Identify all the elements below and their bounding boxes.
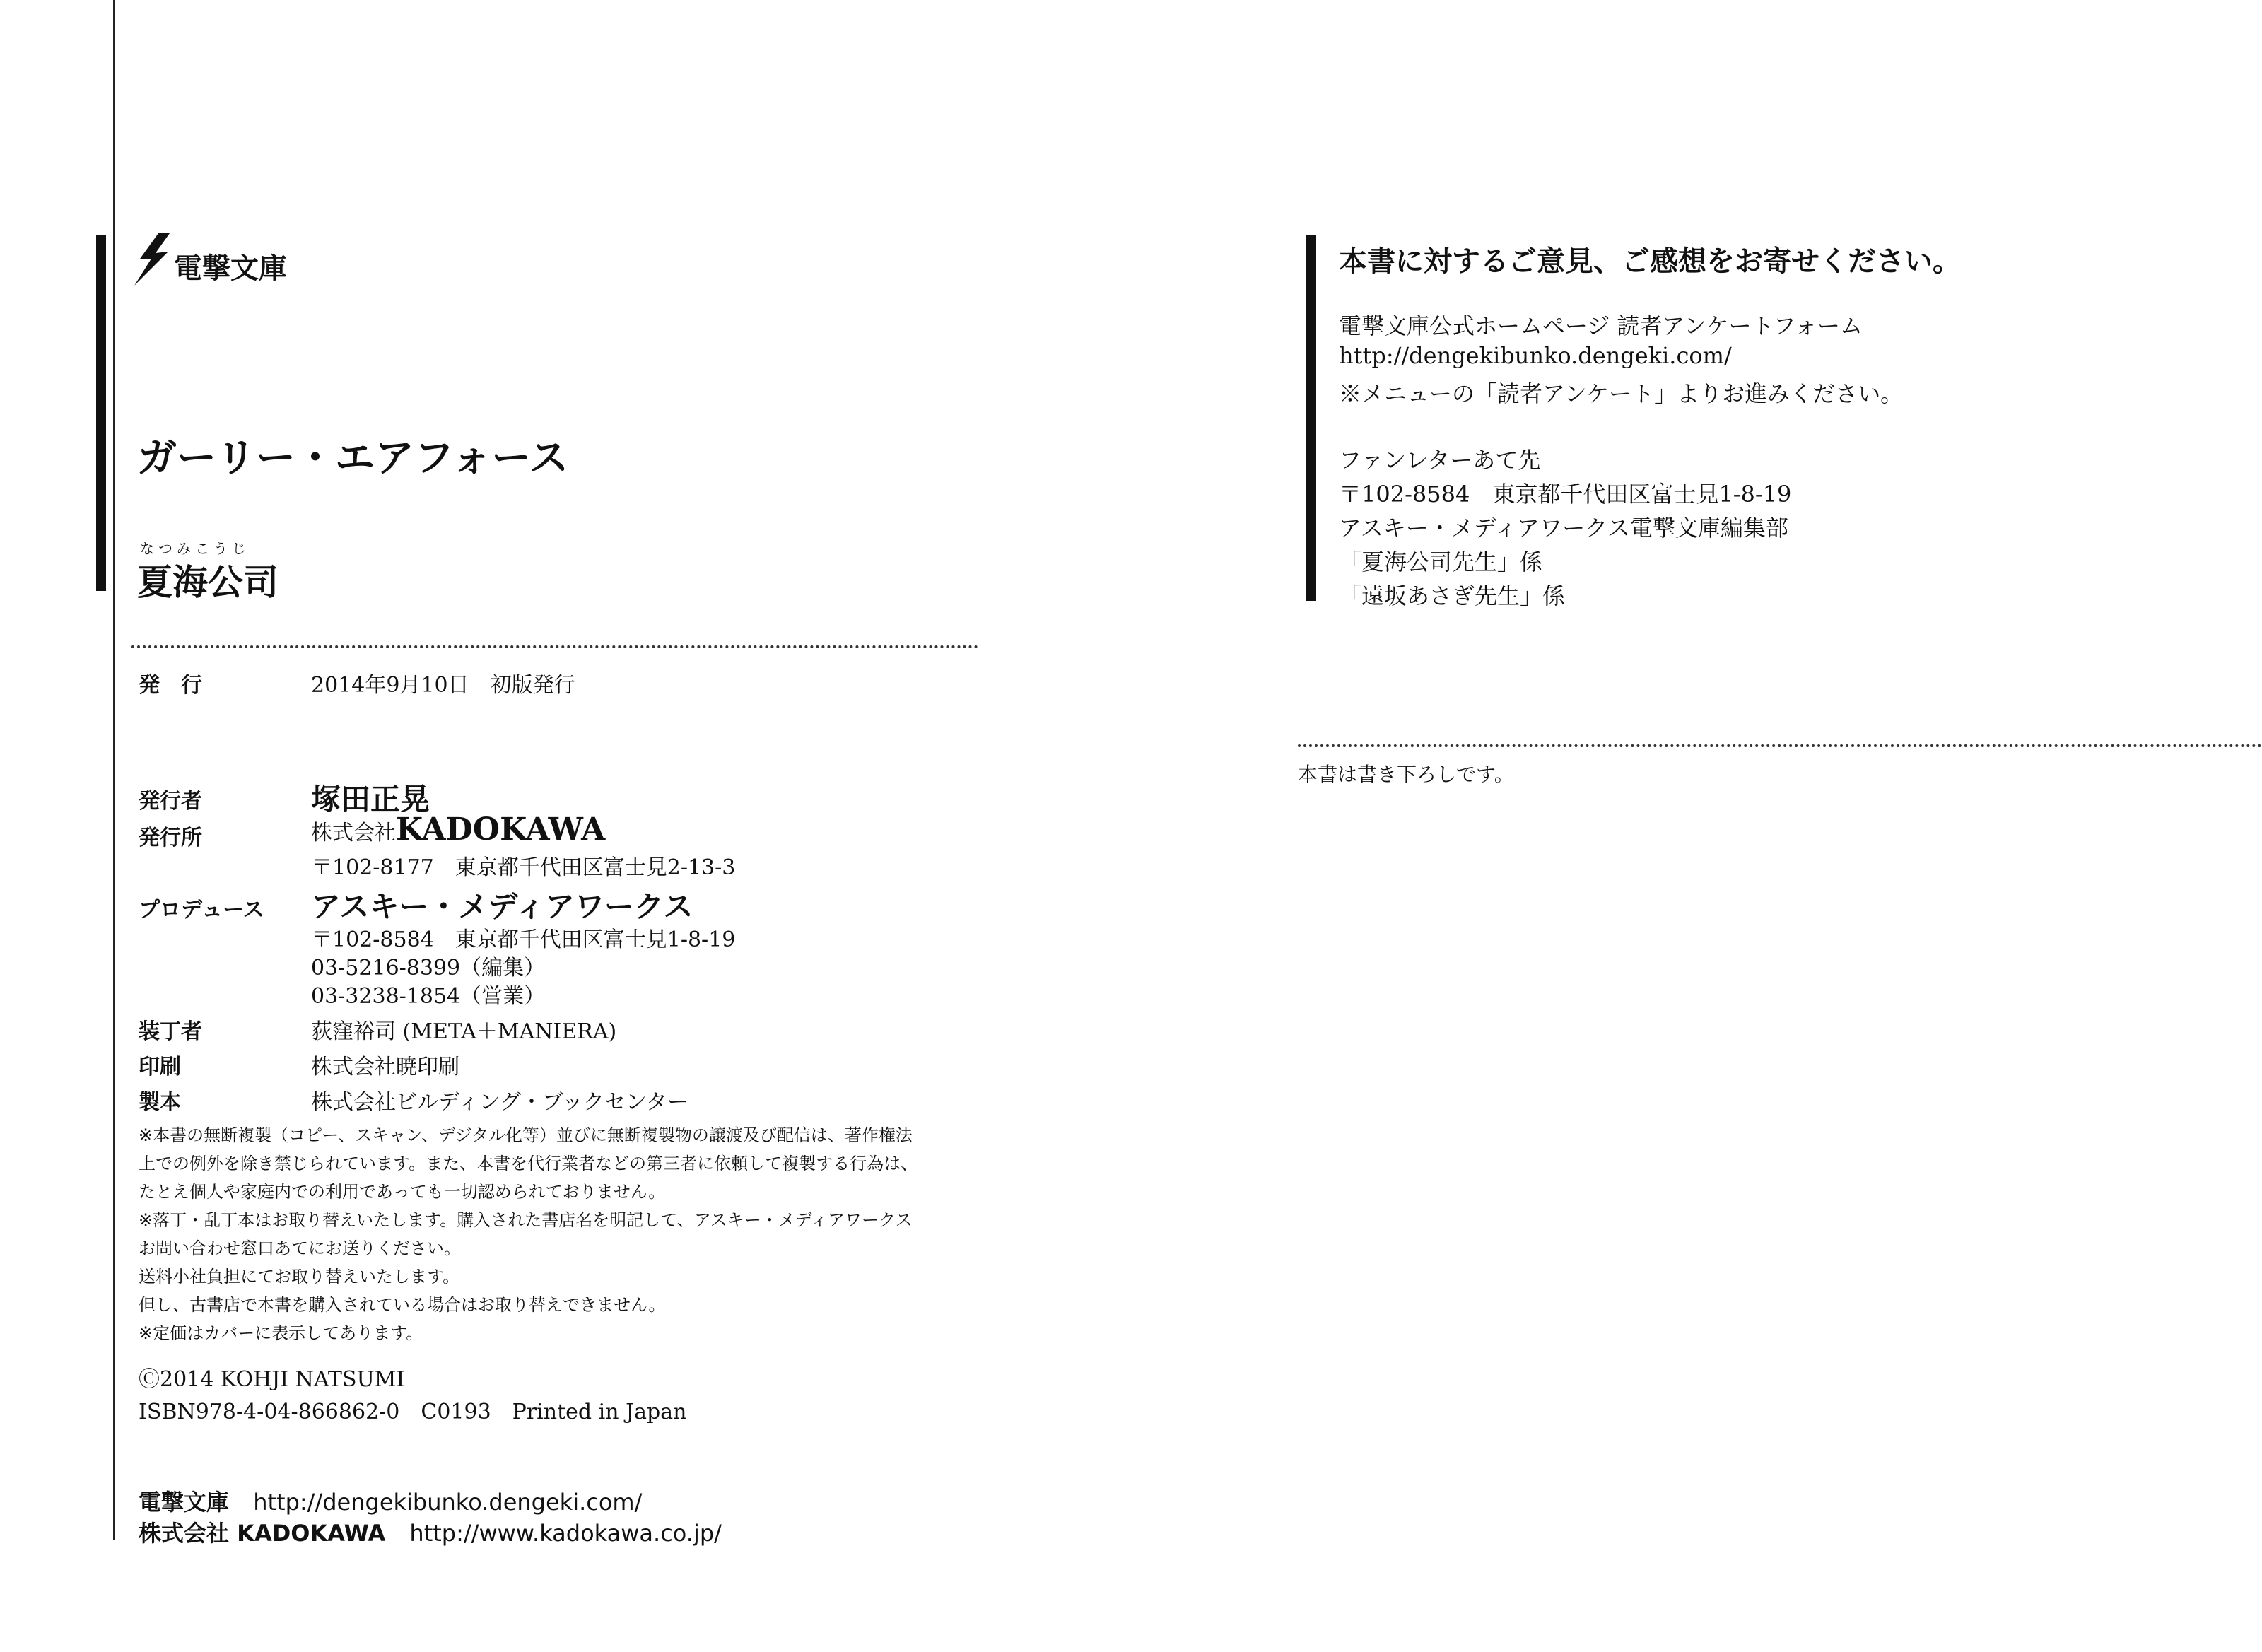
copyright: Ⓒ2014 KOHJI NATSUMI: [139, 1367, 405, 1392]
design-value: 荻窪裕司 (META＋MANIERA): [311, 1019, 617, 1044]
dotted-divider-left: [131, 645, 978, 648]
isbn: ISBN978-4-04-866862-0 C0193 Printed in Japan: [139, 1400, 687, 1424]
notice-line: お問い合わせ窓口あてにお送りください。: [139, 1238, 461, 1258]
footer-url-kadokawa[interactable]: http://www.kadokawa.co.jp/: [409, 1520, 722, 1547]
imprint-name: 電撃文庫: [174, 252, 287, 285]
issue-value: 2014年9月10日 初版発行: [311, 673, 575, 698]
notice-line: 但し、古書店で本書を購入されている場合はお取り替えできません。: [139, 1295, 666, 1315]
feedback-url[interactable]: http://dengekibunko.dengeki.com/: [1339, 342, 1732, 369]
feedback-line: 「遠坂あさぎ先生」係: [1339, 582, 1566, 609]
feedback-line: ファンレターあて先: [1339, 447, 1541, 474]
page-edge-line: [113, 0, 115, 1540]
right-accent-bar: [1306, 235, 1316, 601]
feedback-line: ※メニューの「読者アンケート」よりお進みください。: [1339, 380, 1904, 407]
company-name: KADOKAWA: [396, 812, 606, 848]
author-name: 夏海公司: [137, 561, 279, 603]
feedback-line: 〒102-8584 東京都千代田区富士見1-8-19: [1339, 481, 1792, 508]
feedback-line: アスキー・メディアワークス電撃文庫編集部: [1339, 515, 1788, 541]
footer-url-dengeki[interactable]: http://dengekibunko.dengeki.com/: [253, 1489, 643, 1516]
binding-value: 株式会社ビルディング・ブックセンター: [311, 1090, 688, 1115]
produce-tel-sales: 03-3238-1854（営業）: [311, 984, 546, 1009]
feedback-line: 「夏海公司先生」係: [1339, 549, 1543, 575]
footer-line-kadokawa: [139, 1516, 722, 1548]
book-title: ガーリー・エアフォース: [137, 435, 569, 481]
print-label: 印刷: [139, 1055, 181, 1079]
feedback-heading: 本書に対するご意見、ご感想をお寄せください。: [1339, 245, 1961, 278]
publisher-label: 発行者: [139, 789, 202, 814]
original-work-note: 本書は書き下ろしです。: [1298, 763, 1514, 786]
notice-line: 送料小社負担にてお取り替えいたします。: [139, 1267, 460, 1287]
produce-name: アスキー・メディアワークス: [311, 889, 693, 924]
footer-line-dengeki: [139, 1484, 642, 1517]
dotted-divider-right: [1298, 744, 2262, 747]
produce-tel-edit: 03-5216-8399（編集）: [311, 956, 546, 980]
binding-label: 製本: [139, 1090, 181, 1115]
notice-line: ※本書の無断複製（コピー、スキャン、デジタル化等）並びに無断複製物の譲渡及び配信は、著作権法: [139, 1125, 913, 1145]
design-label: 装丁者: [139, 1019, 202, 1044]
company-address: 〒102-8177 東京都千代田区富士見2-13-3: [311, 855, 736, 880]
publisher-name: 塚田正晃: [311, 782, 430, 816]
company-label: 発行所: [139, 826, 202, 850]
lightning-bolt-icon: [134, 233, 171, 286]
notice-line: たとえ個人や家庭内での利用であっても一切認められておりません。: [139, 1182, 666, 1202]
company-prefix: 株式会社: [311, 821, 396, 845]
legal-notices: [139, 1121, 918, 1347]
print-value: 株式会社暁印刷: [311, 1055, 459, 1079]
notice-line: ※落丁・乱丁本はお取り替えいたします。購入された書店名を明記して、アスキー・メディアワークス: [139, 1210, 913, 1230]
notice-line: 上での例外を除き禁じられています。また、本書を代行業者などの第三者に依頼して複製する行為は、: [139, 1154, 918, 1173]
footer-label-dengeki: 電撃文庫: [139, 1489, 230, 1516]
notice-line: ※定価はカバーに表示してあります。: [139, 1323, 423, 1343]
author-ruby: なつみこうじ: [140, 540, 250, 557]
feedback-line: 電撃文庫公式ホームページ 読者アンケートフォーム: [1339, 312, 1863, 339]
company-line: [311, 812, 605, 848]
issue-label: 発 行: [139, 673, 202, 698]
produce-label: プロデュース: [139, 898, 264, 922]
left-accent-bar: [96, 235, 106, 591]
produce-address: 〒102-8584 東京都千代田区富士見1-8-19: [311, 927, 736, 952]
footer-label-kadokawa: 株式会社 KADOKAWA: [139, 1520, 386, 1547]
